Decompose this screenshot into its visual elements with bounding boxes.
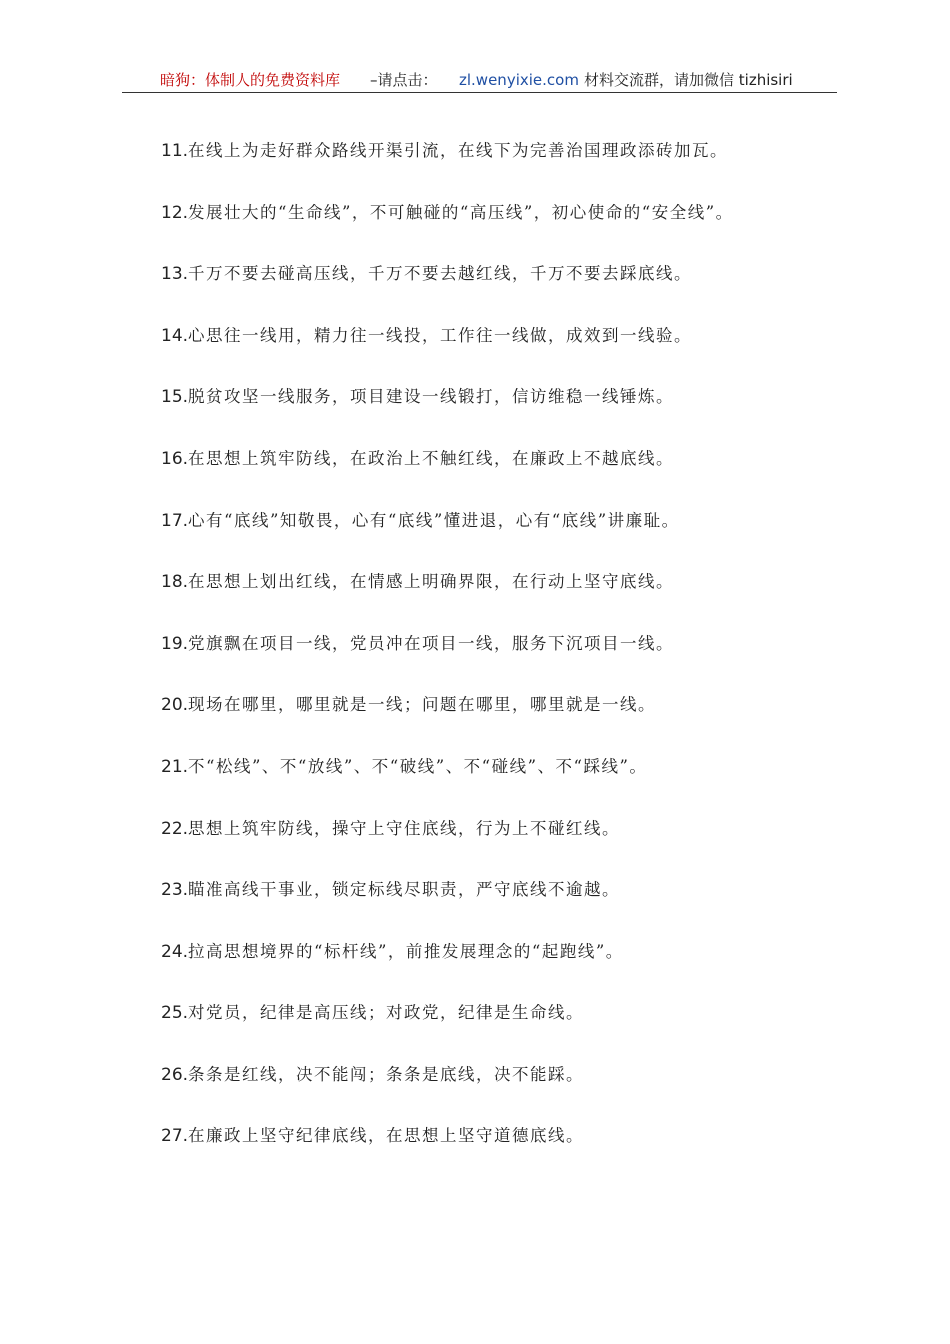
item-number: 16.	[161, 449, 189, 469]
item-number: 19.	[161, 634, 189, 654]
list-item	[161, 567, 674, 597]
item-number: 17.	[161, 511, 189, 531]
item-number: 21.	[161, 757, 189, 777]
list-item	[161, 136, 728, 166]
item-number: 20.	[161, 695, 189, 715]
item-text: 在线上为走好群众路线开渠引流，在线下为完善治国理政添砖加瓦。	[188, 141, 729, 160]
list-item	[161, 752, 647, 782]
item-number: 18.	[161, 572, 189, 592]
list-item	[161, 629, 674, 659]
item-text: 思想上筑牢防线，操守上守住底线，行为上不碰红线。	[188, 819, 621, 838]
item-text: 心思往一线用，精力往一线投，工作往一线做，成效到一线验。	[188, 326, 693, 345]
list-item	[161, 814, 620, 844]
item-text: 在廉政上坚守纪律底线，在思想上坚守道德底线。	[188, 1126, 585, 1145]
list-item	[161, 937, 624, 967]
item-text: 在思想上筑牢防线，在政治上不触红线，在廉政上不越底线。	[188, 449, 675, 468]
header-brand: 暗狗：体制人的免费资料库	[160, 71, 341, 89]
item-number: 25.	[161, 1003, 189, 1023]
page-header	[122, 68, 837, 93]
list-item	[161, 321, 692, 351]
list-item	[161, 690, 656, 720]
list-item	[161, 198, 734, 228]
item-number: 22.	[161, 819, 189, 839]
item-number: 13.	[161, 264, 189, 284]
list-item	[161, 875, 620, 905]
item-text: 现场在哪里，哪里就是一线；问题在哪里，哪里就是一线。	[188, 695, 657, 714]
list-item	[161, 259, 692, 289]
list-item	[161, 1121, 584, 1151]
list-item	[161, 998, 584, 1028]
item-number: 26.	[161, 1065, 189, 1085]
list-item	[161, 444, 674, 474]
item-text: 发展壮大的“生命线”，不可触碰的“高压线”，初心使命的“安全线”。	[188, 203, 734, 222]
item-text: 条条是红线，决不能闯；条条是底线，决不能踩。	[188, 1065, 585, 1084]
item-number: 14.	[161, 326, 189, 346]
item-number: 11.	[161, 141, 189, 161]
item-text: 党旗飘在项目一线，党员冲在项目一线，服务下沉项目一线。	[188, 634, 675, 653]
header-contact: 材料交流群，请加微信 tizhisiri	[584, 71, 793, 89]
list-item	[161, 382, 674, 412]
header-cta: –请点击：	[370, 71, 438, 89]
item-text: 在思想上划出红线，在情感上明确界限，在行动上坚守底线。	[188, 572, 675, 591]
item-number: 27.	[161, 1126, 189, 1146]
list-item	[161, 506, 680, 536]
item-number: 24.	[161, 942, 189, 962]
list-item	[161, 1060, 584, 1090]
header-link[interactable]: zl.wenyixie.com	[459, 71, 579, 89]
item-text: 瞄准高线干事业，锁定标线尽职责，严守底线不逾越。	[188, 880, 621, 899]
item-text: 心有“底线”知敬畏，心有“底线”懂进退，心有“底线”讲廉耻。	[188, 511, 680, 530]
item-text: 拉高思想境界的“标杆线”，前推发展理念的“起跑线”。	[188, 942, 624, 961]
item-text: 千万不要去碰高压线，千万不要去越红线，千万不要去踩底线。	[188, 264, 693, 283]
item-number: 12.	[161, 203, 189, 223]
item-text: 脱贫攻坚一线服务，项目建设一线锻打，信访维稳一线锤炼。	[188, 387, 675, 406]
item-number: 15.	[161, 387, 189, 407]
item-number: 23.	[161, 880, 189, 900]
item-text: 不“松线”、不“放线”、不“破线”、不“碰线”、不“踩线”。	[188, 757, 648, 776]
item-text: 对党员，纪律是高压线；对政党，纪律是生命线。	[188, 1003, 585, 1022]
